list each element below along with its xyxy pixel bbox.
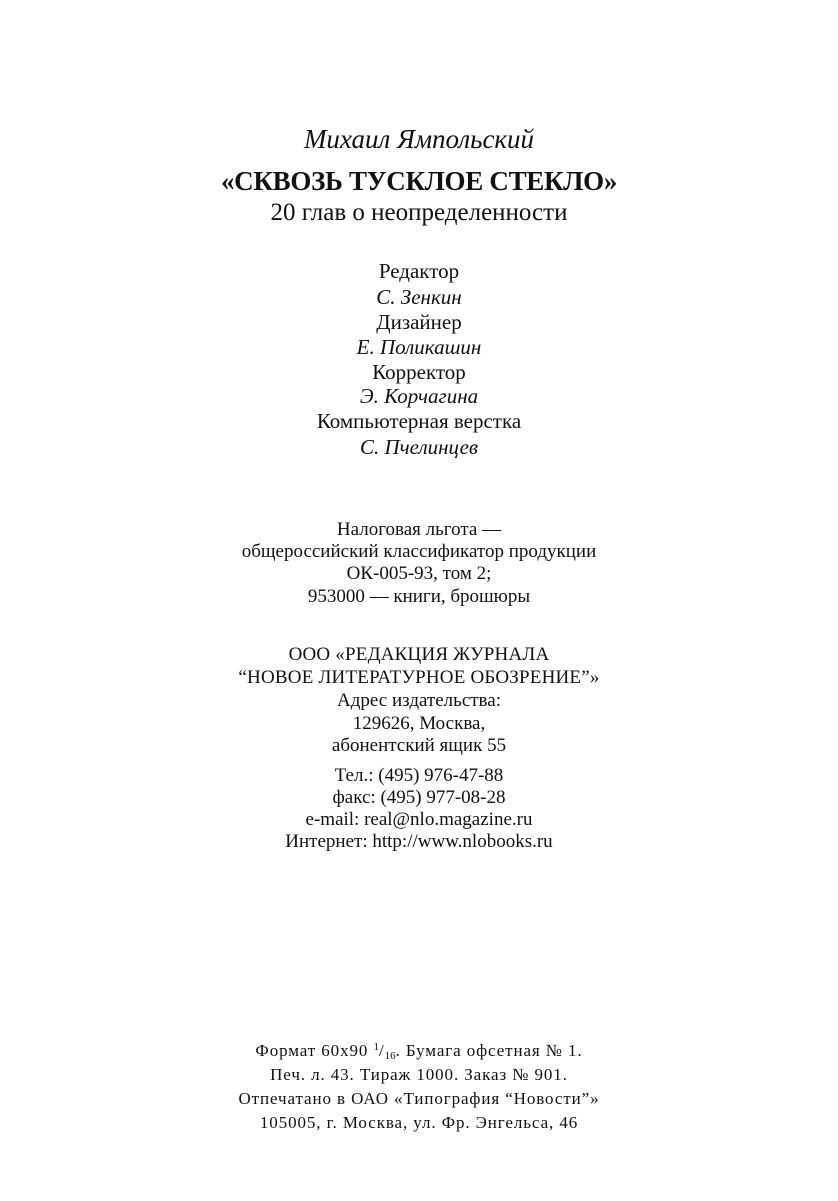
publisher-address-label: Адрес издательства: (337, 690, 501, 711)
colophon-format: Формат 60x90 $^1/_{16}$. Бумага офсетная № 1. (255, 1041, 583, 1062)
format-prefix: Формат 60x90 (255, 1041, 374, 1060)
publisher-address-box: абонентский ящик 55 (331, 735, 507, 756)
credit-person-designer: Е. Поликашин (356, 335, 482, 359)
colophon-printer: Отпечатано в ОАО «Типография “Новости”» (238, 1089, 600, 1108)
publisher-fax: факс: (495) 977-08-28 (332, 787, 506, 808)
publisher-name-journal: “НОВОЕ ЛИТЕРАТУРНОЕ ОБОЗРЕНИЕ”» (238, 667, 600, 688)
credit-person-proofreader: Э. Корчагина (359, 384, 479, 408)
book-subtitle: 20 глав о неопределенности (270, 199, 568, 226)
colophon-printer-address: 105005, г. Москва, ул. Фр. Энгельса, 46 (259, 1113, 579, 1132)
credit-role-designer: Дизайнер (376, 310, 462, 334)
tax-note-line: 953000 — книги, брошюры (307, 586, 531, 607)
publisher-website: Интернет: http://www.nlobooks.ru (285, 831, 553, 852)
author-name: Михаил Ямпольский (303, 124, 535, 154)
publisher-name: ООО «РЕДАКЦИЯ ЖУРНАЛА (288, 644, 550, 665)
format-numerator: 1 (373, 1041, 379, 1053)
tax-note-line: Налоговая льгота — (336, 519, 502, 540)
credit-role-editor: Редактор (378, 259, 460, 283)
credit-person-editor: С. Зенкин (376, 285, 462, 309)
colophon-print-details: Печ. л. 43. Тираж 1000. Заказ № 901. (270, 1065, 568, 1084)
credit-role-layout: Компьютерная верстка (316, 409, 522, 433)
publisher-email: e-mail: real@nlo.magazine.ru (305, 809, 533, 830)
tax-note-line: ОК-005-93, том 2; (346, 563, 492, 584)
format-denominator: 16 (384, 1050, 396, 1062)
tax-note-line: общероссийский классификатор продукции (241, 541, 597, 562)
book-title: «СКВОЗЬ ТУСКЛОЕ СТЕКЛО» (220, 166, 618, 196)
credit-role-proofreader: Корректор (372, 360, 466, 384)
publisher-address-city: 129626, Москва, (352, 713, 486, 734)
publisher-phone: Тел.: (495) 976-47-88 (334, 765, 504, 786)
credit-person-layout: С. Пчелинцев (359, 435, 479, 459)
format-suffix: . Бумага офсетная № 1. (395, 1041, 583, 1060)
